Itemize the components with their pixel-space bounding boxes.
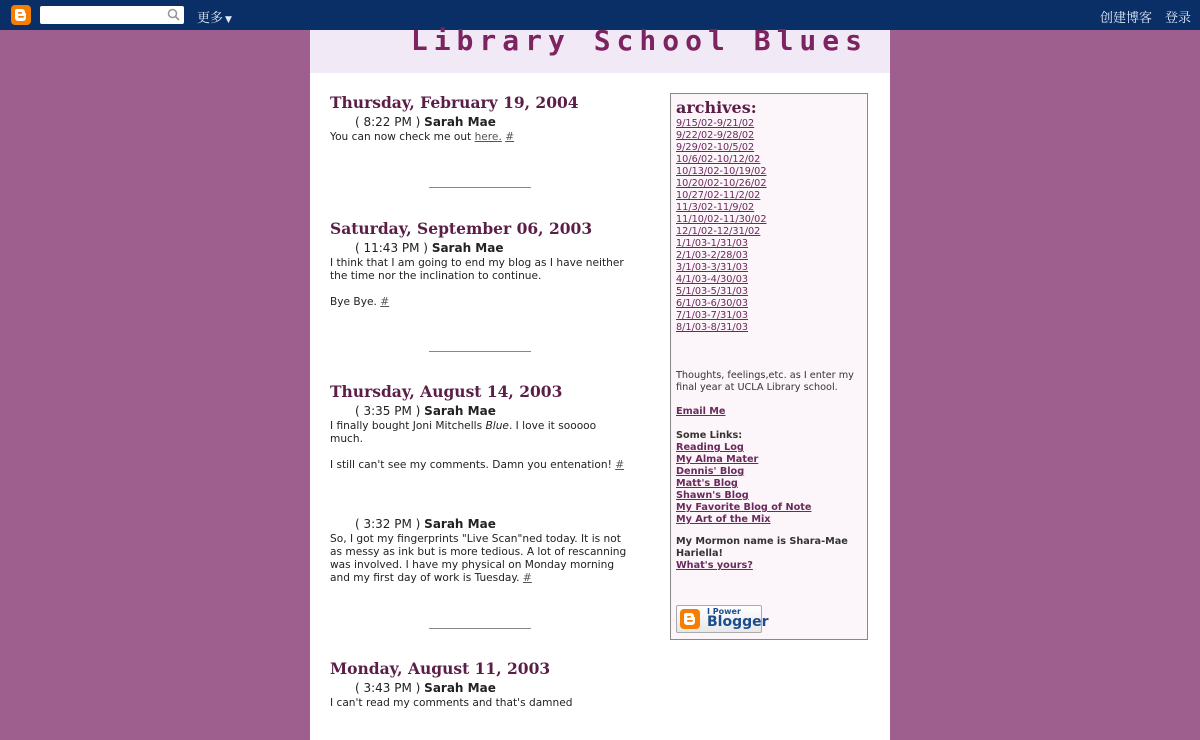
post-text: I finally bought Joni Mitchells xyxy=(330,420,483,432)
post-meta xyxy=(355,681,630,696)
post-body xyxy=(330,533,630,585)
post-author: Sarah Mae xyxy=(424,681,496,695)
login-link[interactable]: 登录 xyxy=(1165,11,1192,26)
page-column xyxy=(310,24,890,740)
archive-link[interactable]: 12/1/02-12/31/02 xyxy=(676,226,761,237)
powered-small-text: I Power xyxy=(707,607,741,616)
archive-link[interactable]: 9/15/02-9/21/02 xyxy=(676,118,755,129)
date-section xyxy=(330,219,630,309)
archive-link[interactable]: 5/1/03-5/31/03 xyxy=(676,286,749,297)
more-label: 更多 xyxy=(197,11,224,26)
email-link[interactable]: Email Me xyxy=(676,406,726,417)
date-section xyxy=(330,659,630,710)
whats-yours-link[interactable]: What's yours? xyxy=(676,560,753,571)
post-author: Sarah Mae xyxy=(424,517,496,531)
permalink[interactable]: # xyxy=(522,572,532,584)
archive-link[interactable]: 10/6/02-10/12/02 xyxy=(676,154,761,165)
post-time: ( 3:43 PM ) xyxy=(355,681,421,695)
archive-link[interactable]: 6/1/03-6/30/03 xyxy=(676,298,749,309)
sidebar-link[interactable]: Dennis' Blog xyxy=(676,466,745,477)
permalink[interactable]: # xyxy=(615,459,625,471)
album-title: Blue xyxy=(485,420,509,432)
search-input[interactable] xyxy=(40,6,184,24)
archive-link[interactable]: 10/13/02-10/19/02 xyxy=(676,166,767,177)
archive-link[interactable]: 9/29/02-10/5/02 xyxy=(676,142,755,153)
post-meta xyxy=(355,115,630,130)
permalink[interactable]: # xyxy=(380,296,390,308)
post-author: Sarah Mae xyxy=(424,404,496,418)
archive-link[interactable]: 10/27/02-11/2/02 xyxy=(676,190,761,201)
post-text: You can now check me out xyxy=(330,131,472,143)
sidebar-link[interactable]: Matt's Blog xyxy=(676,478,738,489)
sidebar-link[interactable]: Shawn's Blog xyxy=(676,490,749,501)
blogger-logo-icon[interactable] xyxy=(11,5,31,25)
links-title: Some Links: xyxy=(676,430,743,441)
here-link[interactable]: here. xyxy=(474,131,502,143)
post-time: ( 8:22 PM ) xyxy=(355,115,421,129)
archives-title: archives: xyxy=(676,98,757,117)
archive-link[interactable]: 2/1/03-2/28/03 xyxy=(676,250,749,261)
date-header: Monday, August 11, 2003 xyxy=(330,659,551,678)
post-text: I can't read my comments and that's damned xyxy=(330,697,573,709)
post-author: Sarah Mae xyxy=(431,241,504,255)
archive-link[interactable]: 11/10/02-11/30/02 xyxy=(676,214,767,225)
post-author: Sarah Mae xyxy=(424,115,496,129)
date-header: Thursday, February 19, 2004 xyxy=(330,93,579,112)
archive-link[interactable]: 10/20/02-10/26/02 xyxy=(676,178,767,189)
permalink[interactable]: # xyxy=(505,131,515,143)
blog-description: Thoughts, feelings,etc. as I enter my final year at UCLA Library school. xyxy=(676,370,854,393)
post-paragraph: I think that I am going to end my blog as I have neither the time nor the inclination to continue. xyxy=(330,257,624,282)
more-menu-button[interactable] xyxy=(197,7,232,26)
post-body xyxy=(330,131,630,144)
post-paragraph: Bye Bye. xyxy=(330,296,377,308)
archives-list xyxy=(676,118,862,334)
blog-title[interactable]: Library School Blues xyxy=(410,24,868,57)
post-text: . I love it sooooo much. xyxy=(330,420,597,445)
main-posts xyxy=(330,93,630,710)
post-body xyxy=(330,697,630,710)
archive-link[interactable]: 11/3/02-11/9/02 xyxy=(676,202,755,213)
archive-link[interactable]: 9/22/02-9/28/02 xyxy=(676,130,755,141)
post-meta xyxy=(355,241,630,256)
chevron-down-icon: ▼ xyxy=(225,15,232,25)
post-body xyxy=(330,257,630,309)
blog-header xyxy=(310,24,890,73)
post-meta xyxy=(355,517,630,532)
date-section xyxy=(330,382,630,585)
date-header: Thursday, August 14, 2003 xyxy=(330,382,563,401)
sidebar xyxy=(670,93,868,640)
mormon-name-text: My Mormon name is Shara-Mae Hariella! xyxy=(676,536,848,559)
date-section xyxy=(330,93,630,144)
post-paragraph: I still can't see my comments. Damn you entenation! xyxy=(330,459,612,471)
powered-big-text: Blogger xyxy=(707,614,769,630)
blogger-logo-icon xyxy=(680,609,700,629)
post-time: ( 3:35 PM ) xyxy=(355,404,421,418)
sidebar-link[interactable]: Reading Log xyxy=(676,442,744,453)
archive-link[interactable]: 4/1/03-4/30/03 xyxy=(676,274,749,285)
post-paragraph: So, I got my fingerprints "Live Scan"ned today. It is not as messy as ink but is more tedious. A lot of rescanning was involved. I have my physical on Monday morning and my first day of work is Tuesday. xyxy=(330,533,627,584)
archive-link[interactable]: 3/1/03-3/31/03 xyxy=(676,262,749,273)
search-icon[interactable] xyxy=(167,8,180,21)
post-meta xyxy=(355,404,630,419)
date-header: Saturday, September 06, 2003 xyxy=(330,219,593,238)
archive-link[interactable]: 1/1/03-1/31/03 xyxy=(676,238,749,249)
powered-by-blogger-button[interactable] xyxy=(676,605,769,633)
archive-link[interactable]: 7/1/03-7/31/03 xyxy=(676,310,749,321)
sidebar-link[interactable]: My Alma Mater xyxy=(676,454,759,465)
sidebar-link[interactable]: My Art of the Mix xyxy=(676,514,771,525)
post-time: ( 3:32 PM ) xyxy=(355,517,421,531)
archive-link[interactable]: 8/1/03-8/31/03 xyxy=(676,322,749,333)
post-body xyxy=(330,420,630,472)
sidebar-link[interactable]: My Favorite Blog of Note xyxy=(676,502,812,513)
post-time: ( 11:43 PM ) xyxy=(355,241,428,255)
create-blog-link[interactable]: 创建博客 xyxy=(1100,11,1153,26)
